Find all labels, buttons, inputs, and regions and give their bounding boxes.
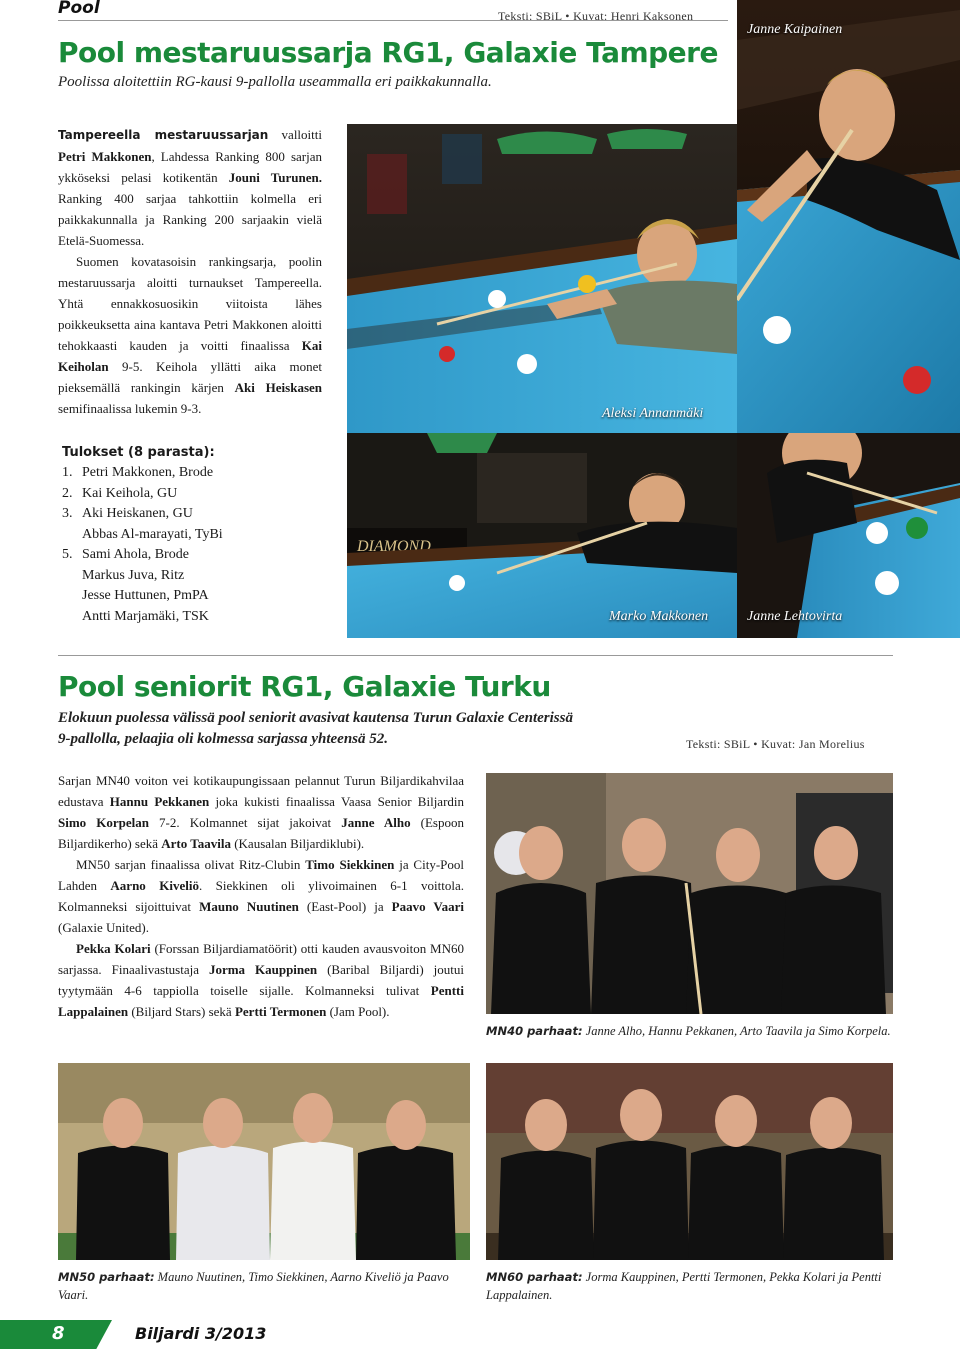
- results-item: Markus Juva, Ritz: [82, 567, 185, 583]
- photo-caption-marko-makkonen: Marko Makkonen: [609, 609, 709, 624]
- results-item: 1. Petri Makkonen, Brode: [62, 465, 214, 480]
- photo-marko-makkonen-image: [347, 433, 737, 638]
- photo-mn60-image: [486, 1063, 893, 1260]
- photo-janne-kaipainen: [737, 0, 960, 433]
- section-tag: Pool: [58, 0, 100, 18]
- photo-mn40: [486, 773, 893, 1014]
- article2-paragraph-1: Sarjan MN40 voiton vei kotikaupungissaan pelannut Turun Biljardikahvilaa edustava Hannu Pekkanen joka kukisti finaalissa Vaasa Senior Biljardin Simo Korpelan 7-2. Kolmannet sijat jakoivat Janne Alho (Espoon Biljardikerho) sekä Arto Taavila (Kausalan Biljardiklubi).: [58, 773, 465, 851]
- svg-text:DIAMOND: DIAMOND: [357, 538, 431, 555]
- magazine-issue: Biljardi 3/2013: [135, 1324, 267, 1343]
- article1-credit: Teksti: SBiL • Kuvat: Henri Kaksonen: [498, 9, 694, 23]
- photo-mn40-image: [486, 773, 893, 1014]
- results-item: 3. Aki Heiskanen, GU: [62, 506, 193, 521]
- results-item: 2. Kai Keihola, GU: [62, 485, 178, 501]
- results-box: [62, 445, 332, 627]
- photo-janne-lehtovirta: [737, 433, 960, 638]
- article1-headline: Pool mestaruussarja RG1, Galaxie Tampere: [58, 36, 718, 69]
- article1-body: [58, 124, 322, 419]
- photo-caption-janne-lehtovirta: Janne Lehtovirta: [747, 609, 843, 624]
- results-item: Jesse Huttunen, PmPA: [82, 588, 209, 603]
- article1-paragraph-1: Tampereella mestaruussarjan valloitti Petri Makkonen, Lahdessa Ranking 800 sarjan ykköseksi pelasi kotikentän Jouni Turunen. Ranking 400 sarjaa tahkottiin kolmella eri paikkakunnalla ja Ranking 200 sarjaakin vielä Etelä-Suomessa.: [58, 127, 322, 248]
- photo-janne-kaipainen-image: [737, 0, 960, 433]
- caption-mn40: MN40 parhaat: Janne Alho, Hannu Pekkanen, Arto Taavila ja Simo Korpela.: [486, 1024, 891, 1038]
- page-number: 8: [52, 1323, 65, 1344]
- article2-credit: Teksti: SBiL • Kuvat: Jan Morelius: [686, 737, 865, 751]
- results-item: Antti Marjamäki, TSK: [82, 608, 209, 624]
- results-item: Abbas Al-marayati, TyBi: [82, 526, 223, 542]
- caption-mn60: MN60 parhaat: Jorma Kauppinen, Pertti Termonen, Pekka Kolari ja Pentti Lappalainen.: [486, 1270, 882, 1302]
- photo-janne-lehtovirta-image: [737, 433, 960, 638]
- article1-subhead: Poolissa aloitettiin RG-kausi 9-pallolla useammalla eri paikkakunnalla.: [58, 74, 492, 90]
- photo-marko-makkonen: [347, 433, 737, 638]
- article1-paragraph-2: Suomen kovatasoisin rankingsarja, poolin mestaruussarja aloitti turnaukset Tampereella. Yhtä ennakkosuosikin viitoista lähes poikkeuksetta aina kantava Petri Makkonen aloitti tehokkaasti kauden ja voitti finaalissa Kai Keiholan 9-5. Keihola yllätti aika monet pieksemällä rankingin kärjen Aki Heiskasen semifinaalissa lukemin 9-3.: [58, 254, 323, 416]
- results-heading: Tulokset (8 parasta):: [62, 445, 215, 460]
- caption-mn50: MN50 parhaat: Mauno Nuutinen, Timo Siekkinen, Aarno Kiveliö ja Paavo Vaari.: [58, 1270, 449, 1302]
- photo-aleksi-annanmaki-image: [347, 124, 737, 433]
- results-item: 5. Sami Ahola, Brode: [62, 547, 189, 562]
- article2-paragraph-2: MN50 sarjan finaalissa olivat Ritz-Clubin Timo Siekkinen ja City-Pool Lahden Aarno Kiveliö. Siekkinen oli ylivoimainen 6-1 voittola. Kolmanneksi sijoittuivat Mauno Nuutinen (East-Pool) ja Paavo Vaari (Galaxie United).: [58, 857, 464, 935]
- photo-mn60: [486, 1063, 893, 1260]
- page-footer: [0, 1320, 960, 1349]
- results-list: [62, 463, 332, 627]
- photo-mn50-image: [58, 1063, 470, 1260]
- article2-body: [58, 770, 464, 1022]
- article2-paragraph-3: Pekka Kolari (Forssan Biljardiamatöörit) otti kauden avausvoiton MN60 sarjassa. Finaalivastustaja Jorma Kauppinen (Baribal Biljardi) joutui tyytymään 4-6 tappiolla toiselle sijalle. Kolmanneksi tulivat Pentti Lappalainen (Biljard Stars) sekä Pertti Termonen (Jam Pool).: [58, 941, 464, 1019]
- photo-mn50: [58, 1063, 470, 1260]
- article2-headline: Pool seniorit RG1, Galaxie Turku: [58, 670, 551, 703]
- photo-caption-janne-kaipainen: Janne Kaipainen: [747, 22, 843, 37]
- photo-caption-aleksi-annanmaki: Aleksi Annanmäki: [602, 406, 704, 421]
- section-divider: [58, 655, 893, 656]
- photo-aleksi-annanmaki: [347, 124, 737, 433]
- article2-subhead: Elokuun puolessa välissä pool seniorit avasivat kautensa Turun Galaxie Centerissä 9-pallolla, pelaajia oli kolmessa sarjassa yhteensä 52.: [58, 710, 573, 747]
